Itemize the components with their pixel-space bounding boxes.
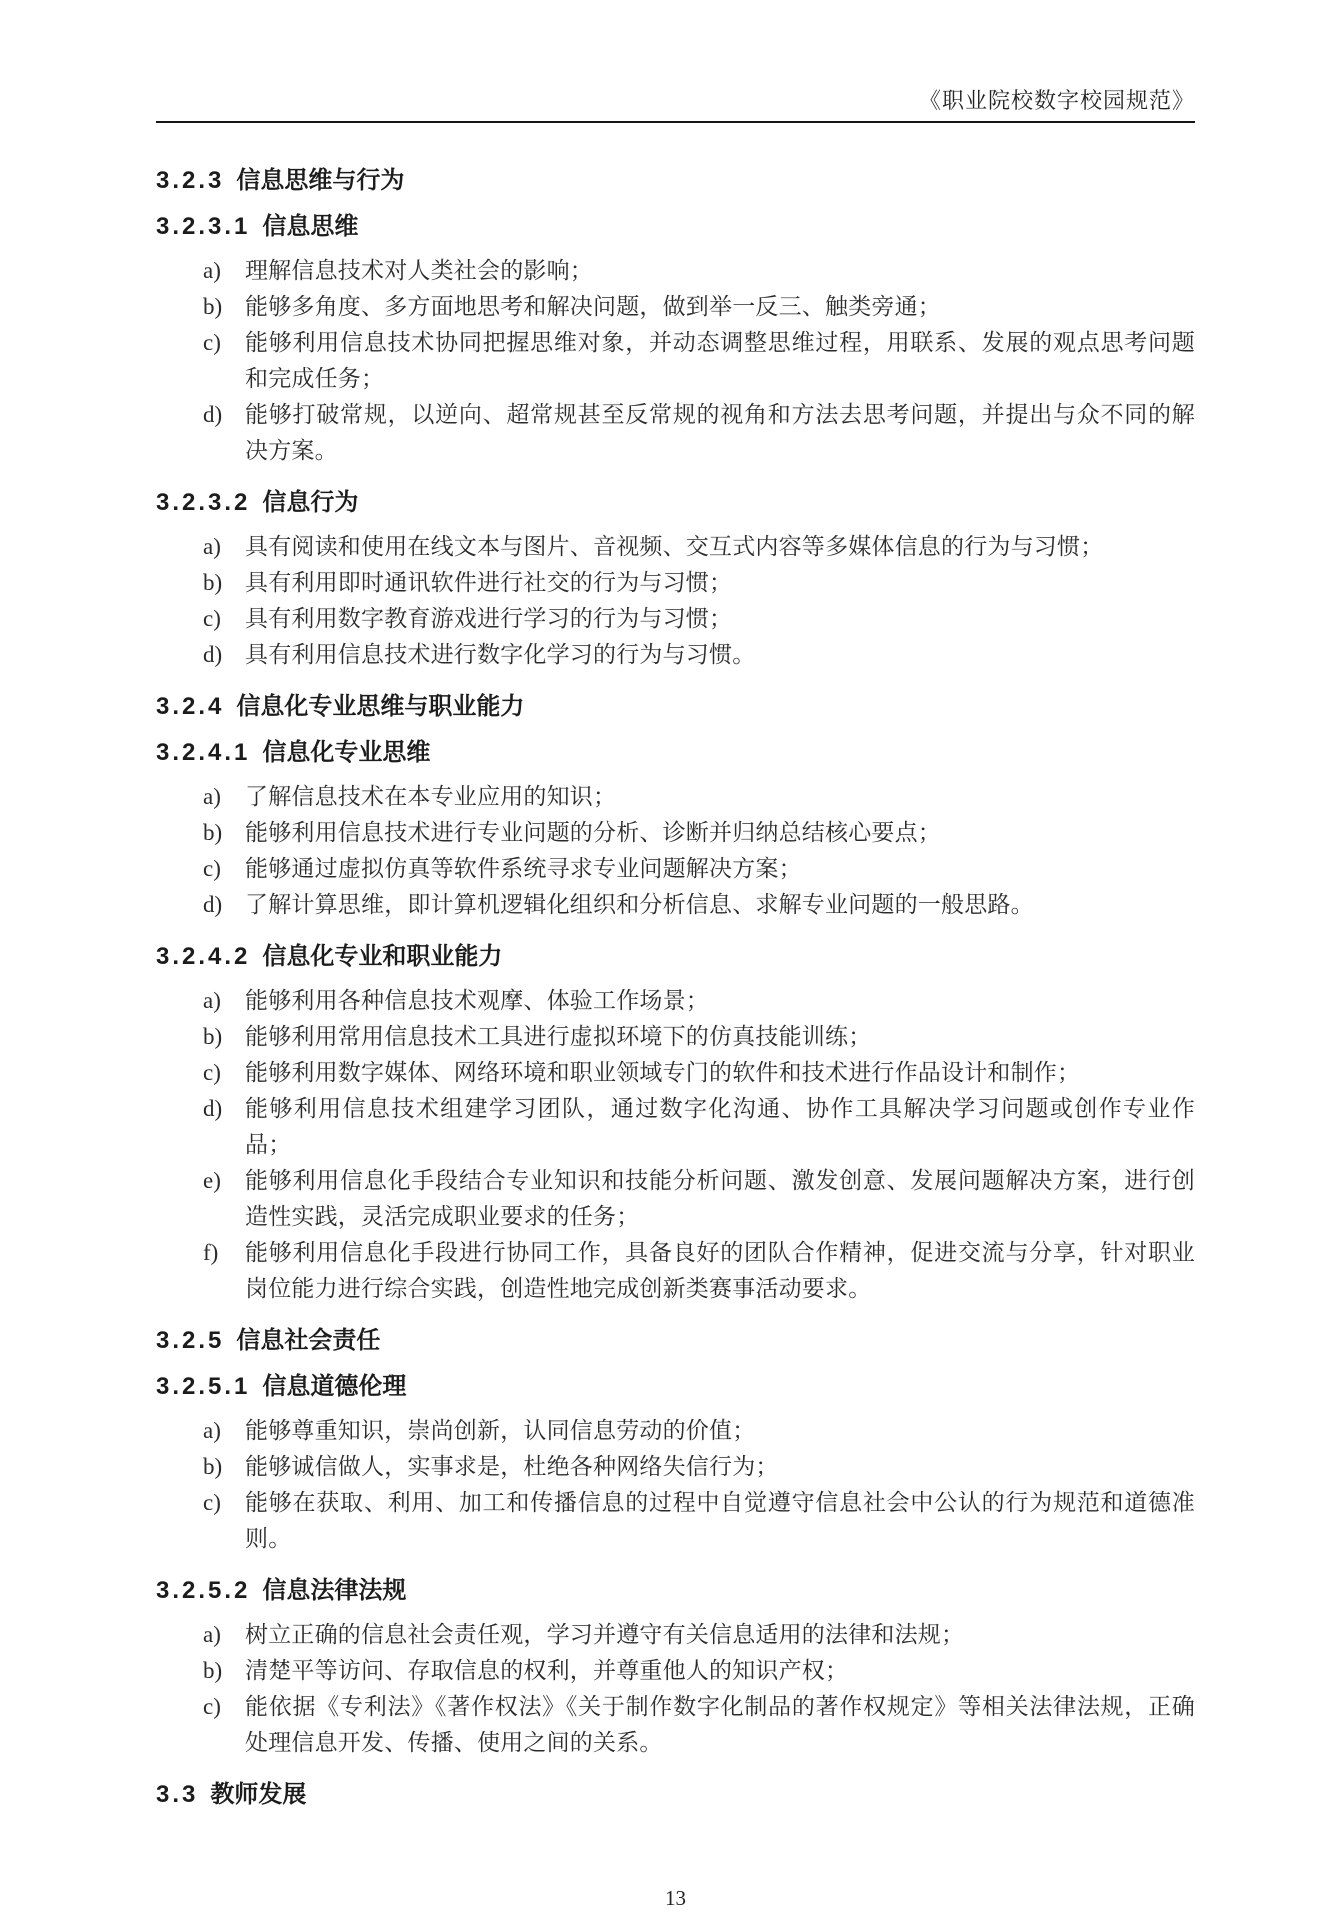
list-item-text: 具有利用数字教育游戏进行学习的行为与习惯；: [245, 606, 733, 631]
section-title: 信息行为: [262, 489, 359, 516]
list-item-label: a): [203, 534, 221, 559]
list-item-text: 能够通过虚拟仿真等软件系统寻求专业问题解决方案；: [245, 856, 802, 881]
list-item: [156, 1091, 1195, 1163]
list-item: [156, 1235, 1195, 1307]
list-item-text: 具有利用即时通讯软件进行社交的行为与习惯；: [245, 570, 733, 595]
section-title: 信息法律法规: [262, 1577, 407, 1604]
list-item: [156, 1163, 1195, 1235]
list-item-label: a): [203, 784, 221, 809]
section-number: 3.2.3: [156, 167, 225, 194]
section-title: 信息化专业思维与职业能力: [236, 693, 525, 720]
list-item: [156, 637, 1195, 673]
section-number: 3.2.4.1: [156, 739, 251, 766]
section-heading-3-2-5-2: [156, 1573, 1195, 1609]
list-item-label: b): [203, 1658, 223, 1683]
list-item: [156, 887, 1195, 923]
list-item: [156, 565, 1195, 601]
list-item: [156, 1689, 1195, 1761]
section-heading-3-3: [156, 1777, 1195, 1813]
list-item-text: 清楚平等访问、存取信息的权利，并尊重他人的知识产权；: [245, 1658, 849, 1683]
section-heading-3-2-3-1: [156, 209, 1195, 245]
list-item-label: c): [203, 330, 221, 355]
list-item-label: d): [203, 892, 223, 917]
header-title: 《职业院校数字校园规范》: [918, 88, 1195, 113]
list-item-label: d): [203, 1096, 223, 1121]
section-number: 3.2.5.1: [156, 1373, 251, 1400]
list-item-text: 能够利用信息化手段结合专业知识和技能分析问题、激发创意、发展问题解决方案，进行创造性实践，灵活完成职业要求的任务；: [245, 1168, 1195, 1229]
section-items-3-2-5-1: [156, 1413, 1195, 1557]
list-item-label: c): [203, 606, 221, 631]
section-number: 3.2.3.2: [156, 489, 251, 516]
list-item-text: 了解计算思维，即计算机逻辑化组织和分析信息、求解专业问题的一般思路。: [245, 892, 1034, 917]
section-items-3-2-3-2: [156, 529, 1195, 673]
section-number: 3.2.5.2: [156, 1577, 251, 1604]
list-item-label: b): [203, 1454, 223, 1479]
section-heading-3-2-3: [156, 163, 1195, 199]
list-item-label: a): [203, 258, 221, 283]
list-item: [156, 289, 1195, 325]
list-item-label: b): [203, 820, 223, 845]
list-item-label: d): [203, 642, 223, 667]
section-heading-3-2-4-1: [156, 735, 1195, 771]
list-item-text: 能够利用信息技术协同把握思维对象，并动态调整思维过程，用联系、发展的观点思考问题和完成任务；: [245, 330, 1195, 391]
list-item-text: 能够诚信做人，实事求是，杜绝各种网络失信行为；: [245, 1454, 779, 1479]
list-item-text: 能够打破常规，以逆向、超常规甚至反常规的视角和方法去思考问题，并提出与众不同的解决方案。: [245, 402, 1195, 463]
list-item: [156, 601, 1195, 637]
section-heading-3-2-5: [156, 1323, 1195, 1359]
list-item-label: a): [203, 1622, 221, 1647]
list-item-text: 能够在获取、利用、加工和传播信息的过程中自觉遵守信息社会中公认的行为规范和道德准则。: [245, 1490, 1195, 1551]
list-item-label: b): [203, 1024, 223, 1049]
section-title: 信息社会责任: [236, 1327, 381, 1354]
list-item-text: 能够利用各种信息技术观摩、体验工作场景；: [245, 988, 709, 1013]
page-header: [156, 86, 1195, 123]
list-item-text: 能够尊重知识，崇尚创新，认同信息劳动的价值；: [245, 1418, 756, 1443]
list-item-text: 树立正确的信息社会责任观，学习并遵守有关信息适用的法律和法规；: [245, 1622, 965, 1647]
page-number: 13: [665, 1886, 686, 1910]
list-item: [156, 1055, 1195, 1091]
list-item: [156, 325, 1195, 397]
section-items-3-2-3-1: [156, 253, 1195, 469]
list-item: [156, 1485, 1195, 1557]
list-item: [156, 529, 1195, 565]
list-item-text: 能依据《专利法》《著作权法》《关于制作数字化制品的著作权规定》等相关法律法规，正确处理信息开发、传播、使用之间的关系。: [245, 1694, 1195, 1755]
list-item-label: c): [203, 1060, 221, 1085]
section-title: 信息化专业思维: [262, 739, 431, 766]
list-item: [156, 815, 1195, 851]
list-item-text: 具有利用信息技术进行数字化学习的行为与习惯。: [245, 642, 756, 667]
section-items-3-2-4-1: [156, 779, 1195, 923]
list-item-text: 能够多角度、多方面地思考和解决问题，做到举一反三、触类旁通；: [245, 294, 941, 319]
section-number: 3.3: [156, 1781, 199, 1808]
list-item-label: b): [203, 294, 223, 319]
section-number: 3.2.3.1: [156, 213, 251, 240]
list-item: [156, 983, 1195, 1019]
list-item-text: 了解信息技术在本专业应用的知识；: [245, 784, 617, 809]
section-number: 3.2.5: [156, 1327, 225, 1354]
list-item: [156, 1653, 1195, 1689]
list-item-text: 能够利用数字媒体、网络环境和职业领域专门的软件和技术进行作品设计和制作；: [245, 1060, 1081, 1085]
list-item-label: c): [203, 1490, 221, 1515]
section-title: 信息化专业和职业能力: [262, 943, 503, 970]
list-item-label: c): [203, 1694, 221, 1719]
header-rule: [156, 121, 1195, 123]
list-item-label: a): [203, 1418, 221, 1443]
section-items-3-2-5-2: [156, 1617, 1195, 1761]
section-title: 信息思维与行为: [236, 167, 405, 194]
list-item-label: c): [203, 856, 221, 881]
section-heading-3-2-4: [156, 689, 1195, 725]
list-item: [156, 1019, 1195, 1055]
list-item-text: 具有阅读和使用在线文本与图片、音视频、交互式内容等多媒体信息的行为与习惯；: [245, 534, 1104, 559]
list-item: [156, 253, 1195, 289]
list-item-text: 理解信息技术对人类社会的影响；: [245, 258, 593, 283]
list-item: [156, 851, 1195, 887]
list-item-label: d): [203, 402, 223, 427]
list-item-label: b): [203, 570, 223, 595]
list-item: [156, 1617, 1195, 1653]
section-number: 3.2.4.2: [156, 943, 251, 970]
list-item-text: 能够利用信息技术组建学习团队，通过数字化沟通、协作工具解决学习问题或创作专业作品；: [245, 1096, 1195, 1157]
section-heading-3-2-4-2: [156, 939, 1195, 975]
section-title: 信息思维: [262, 213, 359, 240]
list-item: [156, 1449, 1195, 1485]
list-item-text: 能够利用信息技术进行专业问题的分析、诊断并归纳总结核心要点；: [245, 820, 941, 845]
section-title: 教师发展: [210, 1781, 307, 1808]
section-number: 3.2.4: [156, 693, 225, 720]
list-item: [156, 779, 1195, 815]
list-item-text: 能够利用常用信息技术工具进行虚拟环境下的仿真技能训练；: [245, 1024, 872, 1049]
section-heading-3-2-3-2: [156, 485, 1195, 521]
list-item-label: a): [203, 988, 221, 1013]
section-title: 信息道德伦理: [262, 1373, 407, 1400]
list-item-label: e): [203, 1168, 221, 1193]
list-item: [156, 397, 1195, 469]
list-item: [156, 1413, 1195, 1449]
list-item-text: 能够利用信息化手段进行协同工作，具备良好的团队合作精神，促进交流与分享，针对职业岗位能力进行综合实践，创造性地完成创新类赛事活动要求。: [245, 1240, 1195, 1301]
list-item-label: f): [203, 1240, 219, 1265]
section-heading-3-2-5-1: [156, 1369, 1195, 1405]
section-items-3-2-4-2: [156, 983, 1195, 1307]
